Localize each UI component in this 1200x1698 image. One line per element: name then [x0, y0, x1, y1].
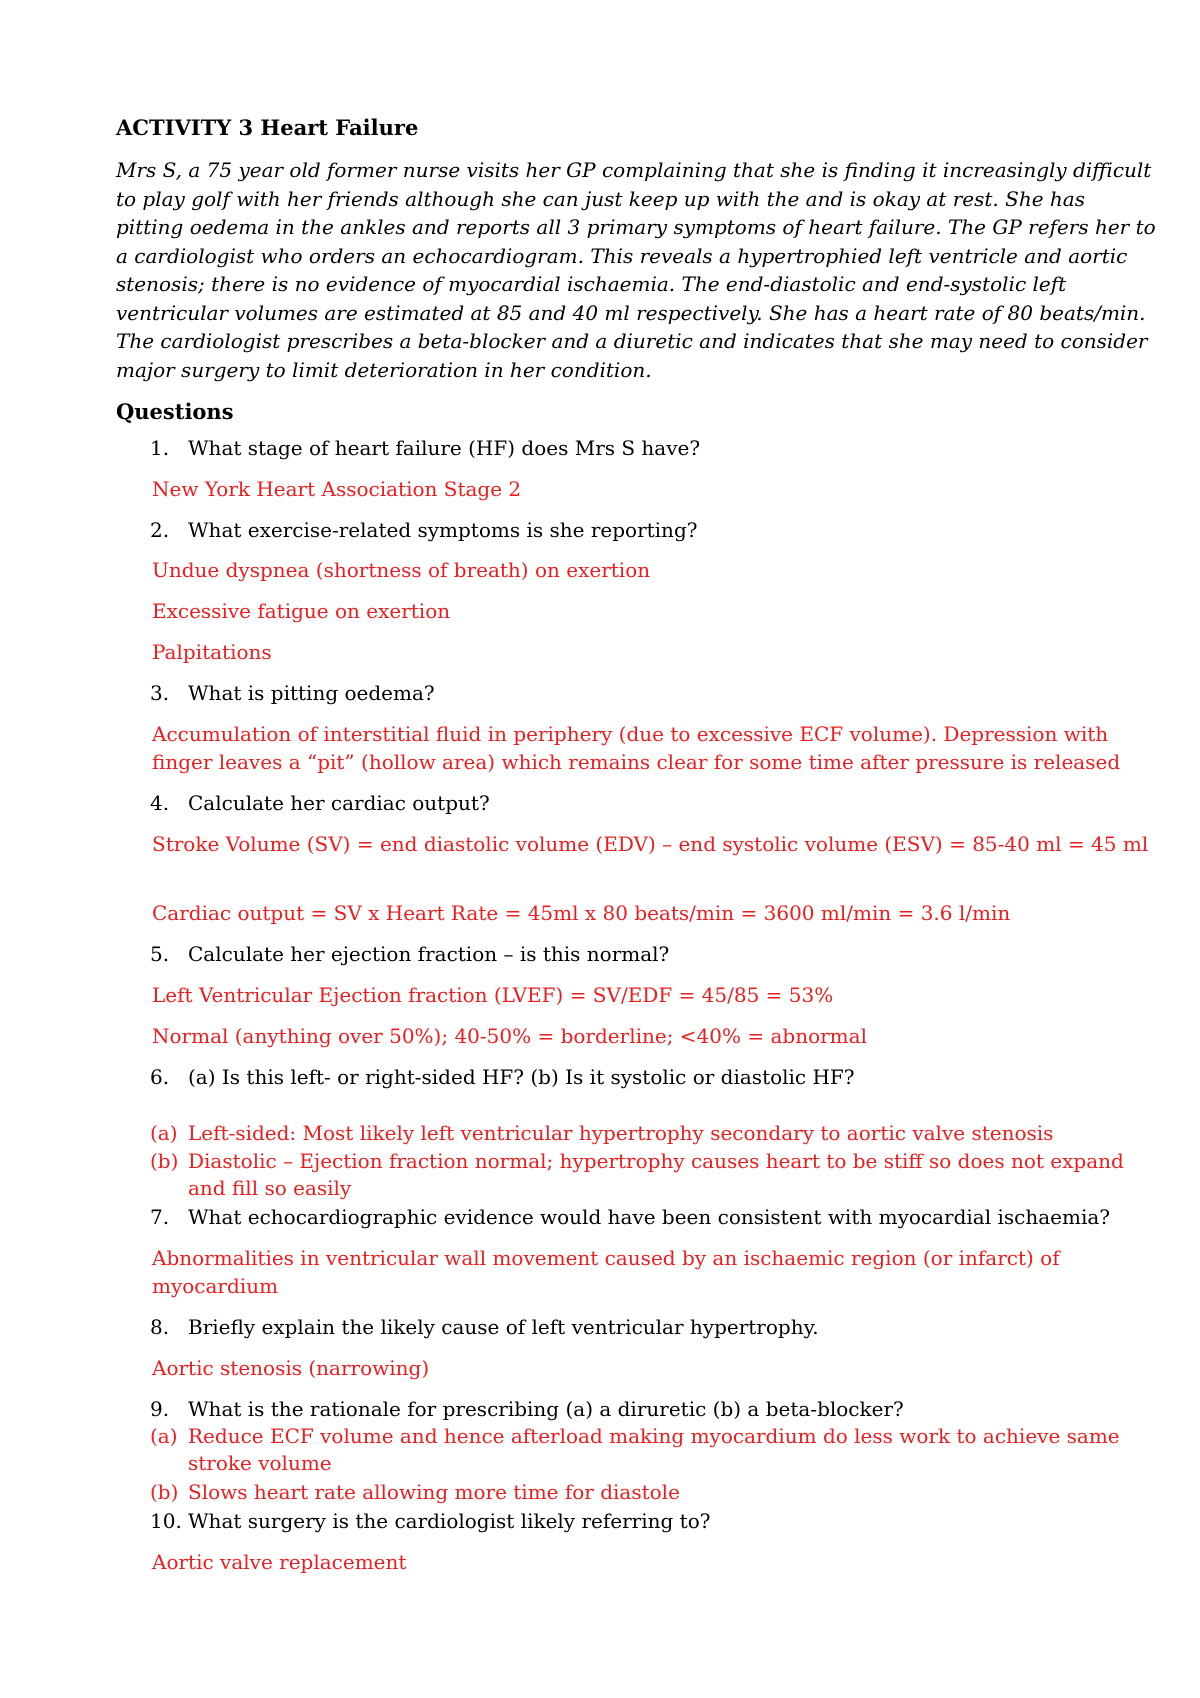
question-text: Calculate her ejection fraction – is this normal? [188, 942, 670, 966]
answer-4b: Cardiac output = SV x Heart Rate = 45ml x 80 beats/min = 3600 ml/min = 3.6 l/min [152, 901, 1011, 925]
sub-answer-text: Slows heart rate allowing more time for diastole [188, 1480, 680, 1504]
questions-heading: Questions [116, 399, 234, 424]
sub-answer-label: (b) [150, 1149, 179, 1173]
answer-2c: Palpitations [152, 640, 272, 664]
answer-2a: Undue dyspnea (shortness of breath) on exertion [152, 558, 651, 582]
answer-1: New York Heart Association Stage 2 [152, 477, 522, 501]
question-number: 1. [150, 436, 170, 460]
question-number: 4. [150, 791, 170, 815]
question-text: What surgery is the cardiologist likely referring to? [188, 1509, 711, 1533]
answer-5b: Normal (anything over 50%); 40-50% = borderline; <40% = abnormal [152, 1024, 867, 1048]
answer-6b [150, 1148, 1160, 1202]
case-intro: Mrs S, a 75 year old former nurse visits her GP complaining that she is finding it increasingly difficult to play golf with her friends although she can just keep up with the and is okay at rest. She has pitting oedema in the ankles and reports all 3 primary symptoms of heart failure. The GP refers her to a cardiologist who orders an echocardiogram. This reveals a hypertrophied left ventricle and aortic stenosis; there is no evidence of myocardial ischaemia. The end-diastolic and end-systolic left ventricular volumes are estimated at 85 and 40 ml respectively. She has a heart rate of 80 beats/min. The cardiologist prescribes a beta-blocker and a diuretic and indicates that she may need to consider major surgery to limit deterioration in her condition. [116, 158, 1156, 382]
question-number: 8. [150, 1315, 170, 1339]
answer-8: Aortic stenosis (narrowing) [152, 1356, 430, 1380]
question-number: 6. [150, 1065, 170, 1089]
answer-6a [150, 1120, 1160, 1147]
question-text: What stage of heart failure (HF) does Mrs S have? [188, 436, 701, 460]
question-number: 9. [150, 1397, 170, 1421]
question-text: What echocardiographic evidence would have been consistent with myocardial ischaemia? [188, 1205, 1110, 1229]
question-text: What is the rationale for prescribing (a) a diruretic (b) a beta-blocker? [188, 1397, 904, 1421]
sub-answer-text: Left-sided: Most likely left ventricular hypertrophy secondary to aortic valve stenosis [188, 1121, 1054, 1145]
answer-3: Accumulation of interstitial fluid in periphery (due to excessive ECF volume). Depression with finger leaves a “pit” (hollow area) which remains clear for some time after pressure is released [152, 722, 1121, 774]
answer-7: Abnormalities in ventricular wall movement caused by an ischaemic region (or infarct) of myocardium [152, 1246, 1060, 1298]
answer-10: Aortic valve replacement [152, 1550, 407, 1574]
sub-answer-text: Reduce ECF volume and hence afterload making myocardium do less work to achieve same stroke volume [188, 1424, 1120, 1475]
document-title: ACTIVITY 3 Heart Failure [116, 115, 419, 140]
answer-2b: Excessive fatigue on exertion [152, 599, 451, 623]
answer-9b [150, 1479, 1160, 1506]
answer-9a [150, 1423, 1160, 1477]
question-text: Calculate her cardiac output? [188, 791, 490, 815]
sub-answer-text: Diastolic – Ejection fraction normal; hypertrophy causes heart to be stiff so does not expand and fill so easily [188, 1149, 1124, 1200]
question-text: (a) Is this left- or right-sided HF? (b) Is it systolic or diastolic HF? [188, 1065, 855, 1089]
question-text: Briefly explain the likely cause of left ventricular hypertrophy. [188, 1315, 819, 1339]
question-number: 2. [150, 518, 170, 542]
sub-answer-label: (b) [150, 1480, 179, 1504]
answer-4a: Stroke Volume (SV) = end diastolic volume (EDV) – end systolic volume (ESV) = 85-40 ml = 45 ml [152, 832, 1149, 856]
sub-answer-label: (a) [150, 1121, 178, 1145]
sub-answer-label: (a) [150, 1424, 178, 1448]
question-number: 10. [150, 1509, 182, 1533]
question-text: What is pitting oedema? [188, 681, 435, 705]
question-text: What exercise-related symptoms is she reporting? [188, 518, 698, 542]
answer-5a: Left Ventricular Ejection fraction (LVEF) = SV/EDF = 45/85 = 53% [152, 983, 834, 1007]
question-number: 7. [150, 1205, 170, 1229]
question-number: 3. [150, 681, 170, 705]
question-number: 5. [150, 942, 170, 966]
